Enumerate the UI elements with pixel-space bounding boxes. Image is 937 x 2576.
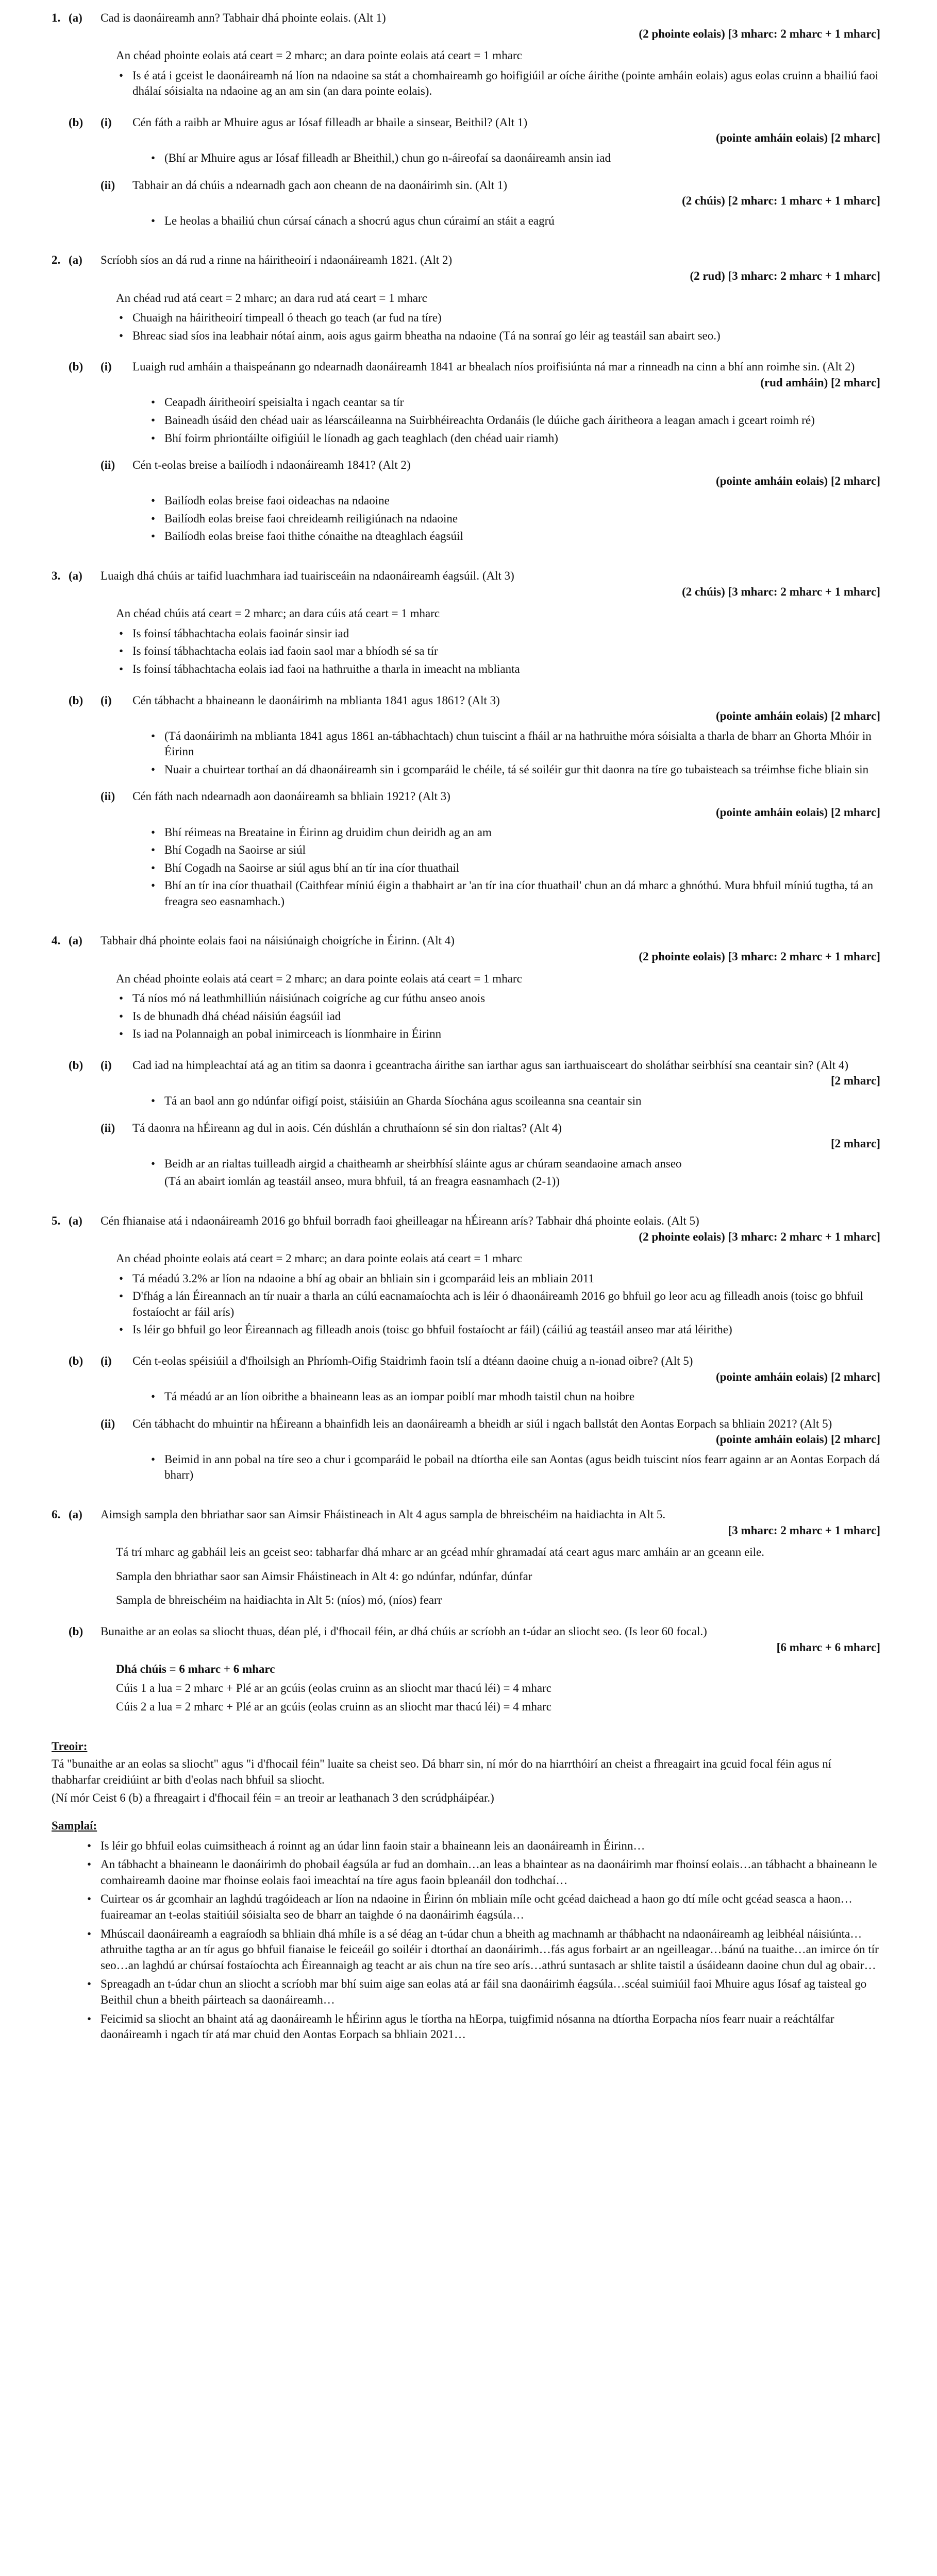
marking-scheme-note: An chéad phointe eolais atá ceart = 2 mharc; an dara pointe eolais atá ceart = 1 mharc xyxy=(116,49,522,62)
answer-item: • Bailíodh eolas breise faoi chreideamh reiligiúnach na ndaoine xyxy=(164,511,880,527)
marks-allocation: [6 mharc + 6 mharc] xyxy=(776,1640,880,1654)
question-number: 1. xyxy=(52,11,61,24)
guidance-heading: Treoir: xyxy=(52,1739,88,1753)
marks-allocation: (pointe amháin eolais) [2 mharc] xyxy=(715,474,880,487)
subpart-label: (i) xyxy=(101,115,112,129)
example-item: • Cuirtear os ár gcomhair an laghdú tragóideach ar líon na ndaoine in Éirinn ón mbliain míle ocht gcéad daichead a haon go dtí míle ocht gcéad seasca a haon…fuaireamar an t-eolas staitiúil sóisialta seo de bharr an taighde ó na daonáirimh éagsúla… xyxy=(101,1891,880,1923)
answer-item: • Bailíodh eolas breise faoi thithe cónaithe na dteaghlach éagsúil xyxy=(164,529,880,545)
question-stem: Tabhair an dá chúis a ndearnadh gach aon cheann de na daonáirimh sin. (Alt 1) xyxy=(132,178,508,192)
marks-allocation: (pointe amháin eolais) [2 mharc] xyxy=(715,1370,880,1383)
question-2 xyxy=(52,252,880,545)
question-stem: Tabhair dhá phointe eolais faoi na náisiúnaigh choigríche in Éirinn. (Alt 4) xyxy=(101,934,455,947)
question-stem: Aimsigh sampla den bhriathar saor san Aimsir Fháistineach in Alt 4 agus sampla de bhreischéim na haidiachta in Alt 5. xyxy=(101,1508,666,1521)
answer-item: • Tá níos mó ná leathmhilliún náisiúnach coigríche ag cur fúthu anseo anois xyxy=(132,991,880,1007)
answer-list xyxy=(132,493,880,545)
question-stem: Scríobh síos an dá rud a rinne na háiritheoirí i ndaonáireamh 1821. (Alt 2) xyxy=(101,253,453,267)
part-label: (b) xyxy=(69,115,83,129)
answer-list xyxy=(132,1093,880,1109)
question-5 xyxy=(52,1213,880,1483)
part-b xyxy=(69,1624,880,1715)
answer-item: • Is foinsí tábhachtacha eolais faoinár sinsir iad xyxy=(132,626,880,642)
subpart-label: (ii) xyxy=(101,459,115,472)
marking-scheme-note: An chéad phointe eolais atá ceart = 2 mharc; an dara pointe eolais atá ceart = 1 mharc xyxy=(116,1252,522,1265)
marks-allocation: (2 rud) [3 mharc: 2 mharc + 1 mharc] xyxy=(690,269,880,282)
marks-allocation: (pointe amháin eolais) [2 mharc] xyxy=(715,709,880,723)
question-number: 6. xyxy=(52,1508,61,1521)
examples-heading: Samplaí: xyxy=(52,1819,97,1833)
subpart-ii xyxy=(101,178,880,229)
answer-list xyxy=(132,395,880,446)
answer-item: • Bhreac siad síos ina leabhair nótaí ainm, aois agus gairm bheatha na ndaoine (Tá na sonraí go léir ag teastáil san abairt seo.) xyxy=(132,328,880,344)
answer-list xyxy=(132,213,880,229)
marking-scheme-note: An chéad rud atá ceart = 2 mharc; an dara rud atá ceart = 1 mharc xyxy=(116,291,427,304)
answer-item: • Is foinsí tábhachtacha eolais iad faoin saol mar a bhíodh sé sa tír xyxy=(132,643,880,659)
question-stem: Bunaithe ar an eolas sa sliocht thuas, déan plé, i d'fhocail féin, ar dhá chúis ar scríobh an t-údar an sliocht seo. (Is leor 60 focal.) xyxy=(101,1624,707,1638)
answer-item: • Tá méadú ar an líon oibrithe a bhaineann leas as an iompar poiblí mar mhodh taistil chun na hoibre xyxy=(164,1389,880,1405)
answer-list xyxy=(101,68,880,99)
question-stem: Cén fhianaise atá i ndaonáireamh 2016 go bhfuil borradh faoi gheilleagar na hÉireann arís? Tabhair dhá phointe eolais. (Alt 5) xyxy=(101,1214,699,1227)
subpart-label: (i) xyxy=(101,360,112,374)
answer-item: • Bhí an tír ina cíor thuathail (Caithfear míniú éigin a thabhairt ar 'an tír ina cíor thuathail' chun an dá mharc a ghnóthú. Mura bhfuil míniú tugtha, tá an freagra seo easnamhach.) xyxy=(164,878,880,909)
answer-item: • Bhí réimeas na Breataine in Éirinn ag druidim chun deiridh ag an am xyxy=(164,825,880,841)
examples-list xyxy=(52,1838,880,2043)
answer-item: • Is é atá i gceist le daonáireamh ná líon na ndaoine sa stát a chomhaireamh go hoifigiúil ar oíche áirithe (pointe amháin eolais) agus eolas cruinn a bhailiú faoi dhálaí sóisialta na ndaoine ag an am sin (an dara pointe eolais). xyxy=(132,68,880,99)
answer-list xyxy=(132,1389,880,1405)
subpart-i xyxy=(101,115,880,166)
answer-item: • Le heolas a bhailiú chun cúrsaí cánach a shocrú agus chun cúraimí an stáit a eagrú xyxy=(164,213,880,229)
answer-item: • Bhí foirm phriontáilte oifigiúil le líonadh ag gach teaghlach (den chéad uair riamh) xyxy=(164,431,880,447)
part-label: (b) xyxy=(69,1058,83,1072)
question-stem: Cad iad na himpleachtaí atá ag an titim sa daonra i gceantracha áirithe san iarthar agus san iarthuaisceart do sholáthar seirbhísí sna ceantair sin? (Alt 4) xyxy=(132,1058,849,1072)
question-stem: Cad is daonáireamh ann? Tabhair dhá phointe eolais. (Alt 1) xyxy=(101,11,386,24)
example-item: • Is léir go bhfuil eolas cuimsitheach á roinnt ag an údar linn faoin stair a bhaineann leis an daonáireamh in Éirinn… xyxy=(101,1838,880,1854)
part-label: (a) xyxy=(69,934,82,947)
marks-allocation: (2 phointe eolais) [3 mharc: 2 mharc + 1 mharc] xyxy=(639,950,880,963)
part-label: (b) xyxy=(69,360,83,374)
question-stem: Cén fáth a raibh ar Mhuire agus ar Iósaf filleadh ar bhaile a sinsear, Beithil? (Alt 1) xyxy=(132,115,528,129)
marks-allocation: (2 phointe eolais) [3 mharc: 2 mharc + 1 mharc] xyxy=(639,27,880,40)
answer-list xyxy=(132,728,880,778)
guidance-section xyxy=(52,1739,880,1806)
question-number: 5. xyxy=(52,1214,61,1227)
answer-item: • Is foinsí tábhachtacha eolais iad faoi na hathruithe a tharla in imeacht na mblianta xyxy=(132,662,880,677)
question-stem: Cén fáth nach ndearnadh aon daonáireamh sa bhliain 1921? (Alt 3) xyxy=(132,790,450,803)
example-item: • Mhúscail daonáireamh a eagraíodh sa bhliain dhá mhíle is a sé déag an t-údar chun a bheith ag machnamh ar thábhacht na ndaonáireamh ag leibhéal náisiúnta…athruithe tagtha ar an tír agus go bhfuil fianaise le feiceáil go soiléir i dtorthaí an daonáirimh…fás agus forbairt ar an ngeilleagar…bánú na tuaithe…an imirce ón tír seo…an laghdú ar chúrsaí fostaíochta ach Éireannaigh ag teacht ar ais chun na tíre seo arís…athrú suntasach ar shlite taistil a úsáideann daoine chun dul ag obair… xyxy=(101,1926,880,1974)
part-b xyxy=(69,693,880,910)
part-label: (a) xyxy=(69,11,82,24)
question-6 xyxy=(52,1507,880,1715)
answer-item: • Tá méadú 3.2% ar líon na ndaoine a bhí ag obair an bhliain sin i gcomparáid leis an mbliain 2011 xyxy=(132,1271,880,1287)
part-a xyxy=(69,1213,880,1338)
answer-item: • Tá an baol ann go ndúnfar oifigí poist, stáisiúin an Gharda Síochána agus scoileanna sna ceantair sin xyxy=(164,1093,880,1109)
answer-item: • Bailíodh eolas breise faoi oideachas na ndaoine xyxy=(164,493,880,509)
answer-item: • D'fhág a lán Éireannach an tír nuair a tharla an cúlú eacnamaíochta ach is léir ó dhaonáireamh 2016 go bhfuil go leor acu ag filleadh anois (toisc go bhfuil fostaíocht ar fáil arís) xyxy=(132,1289,880,1320)
subpart-label: (ii) xyxy=(101,790,115,803)
marks-allocation: (pointe amháin eolais) [2 mharc] xyxy=(715,1433,880,1446)
question-stem: Cén tábhacht a bhaineann le daonáirimh na mblianta 1841 agus 1861? (Alt 3) xyxy=(132,693,500,707)
reason-marking: Cúis 2 a lua = 2 mharc + Plé ar an gcúis (eolas cruinn as an sliocht mar thacú léi) = 4 mharc xyxy=(116,1700,551,1714)
answer-list xyxy=(132,1452,880,1483)
subpart-label: (ii) xyxy=(101,1121,115,1134)
marks-allocation: [3 mharc: 2 mharc + 1 mharc] xyxy=(728,1523,880,1537)
subpart-label: (i) xyxy=(101,693,112,707)
marks-allocation: (2 chúis) [2 mharc: 1 mharc + 1 mharc] xyxy=(682,194,880,208)
answer-list xyxy=(101,1271,880,1338)
question-stem: Cén t-eolas breise a bailíodh i ndaonáireamh 1841? (Alt 2) xyxy=(132,459,411,472)
part-a xyxy=(69,252,880,344)
examples-section xyxy=(52,1818,880,2043)
question-3 xyxy=(52,568,880,909)
question-stem: Tá daonra na hÉireann ag dul in aois. Cén dúshlán a chruthaíonn sé sin don rialtas? (Alt 4) xyxy=(132,1121,562,1134)
answer-item: • Bhí Cogadh na Saoirse ar siúl agus bhí an tír ina cíor thuathail xyxy=(164,860,880,876)
subpart-i xyxy=(101,1353,880,1405)
subpart-label: (ii) xyxy=(101,1417,115,1430)
marks-allocation: (2 chúis) [3 mharc: 2 mharc + 1 mharc] xyxy=(682,585,880,598)
part-a xyxy=(69,933,880,1042)
marks-allocation: [2 mharc] xyxy=(830,1137,880,1150)
answer-item: • Baineadh úsáid den chéad uair as léarscáileanna na Suirbhéireachta Ordanáis (le dúiche gach áiritheora a leagan amach i gceart roimh ré) xyxy=(164,413,880,429)
answer-item: • Beidh ar an rialtas tuilleadh airgid a chaitheamh ar sheirbhísí sláinte agus ar chúram seandaoine amach anseo xyxy=(164,1156,880,1172)
answer-item: • Is léir go bhfuil go leor Éireannach ag filleadh anois (toisc go bhfuil fostaíocht ar fáil) (cáiliú ag teastáil anseo mar atá léirithe) xyxy=(132,1322,880,1338)
part-b xyxy=(69,1058,880,1190)
answer-list xyxy=(101,310,880,344)
part-a xyxy=(69,1507,880,1608)
subpart-label: (i) xyxy=(101,1058,112,1072)
part-label: (b) xyxy=(69,1624,83,1638)
marking-scheme-note: An chéad chúis atá ceart = 2 mharc; an dara cúis atá ceart = 1 mharc xyxy=(116,607,440,620)
part-b xyxy=(69,1353,880,1483)
question-stem: Cén t-eolas spéisiúil a d'fhoilsigh an Phríomh-Oifig Staidrimh faoin tslí a dtéann daoine chuig a n-ionad oibre? (Alt 5) xyxy=(132,1354,693,1367)
part-b xyxy=(69,359,880,545)
answer-item: • Nuair a chuirtear torthaí an dá dhaonáireamh sin i gcomparáid le chéile, tá sé soiléir gur thit daonra na tíre go tubaisteach sa tréimhse fiche bliain sin xyxy=(164,762,880,778)
answer-list xyxy=(132,150,880,166)
question-stem: Luaigh rud amháin a thaispeánann go ndearnadh daonáireamh 1841 ar bhealach níos proifisiúnta ná mar a rinneadh na cinn a bhí ann roimhe sin. (Alt 2) xyxy=(132,360,855,374)
part-b xyxy=(69,115,880,229)
question-stem: Luaigh dhá chúis ar taifid luachmhara iad tuairisceáin na ndaonáireamh éagsúil. (Alt 3) xyxy=(101,569,514,583)
part-label: (a) xyxy=(69,1508,82,1521)
answer-item: • Is iad na Polannaigh an pobal inimirceach is líonmhaire in Éirinn xyxy=(132,1026,880,1042)
subpart-i xyxy=(101,693,880,778)
question-number: 2. xyxy=(52,253,61,267)
answer-item: • (Tá daonáirimh na mblianta 1841 agus 1861 an-tábhachtach) chun tuiscint a fháil ar na hathruithe móra sóisialta a tharla de bharr an Ghorta Mhóir in Éirinn xyxy=(164,728,880,760)
question-1 xyxy=(52,10,880,229)
subpart-i xyxy=(101,359,880,446)
part-label: (b) xyxy=(69,693,83,707)
subpart-ii xyxy=(101,789,880,909)
question-4 xyxy=(52,933,880,1190)
example-item: • Spreagadh an t-údar chun an sliocht a scríobh mar bhí suim aige san eolas atá ar fáil sna daonáirimh éagsúla…scéal suimiúil faoi Mhuire agus Iósaf ag taisteal go Beithil chun a bheith páirteach sa daonáireamh… xyxy=(101,1976,880,2008)
part-label: (a) xyxy=(69,253,82,267)
answer-item: • Beimid in ann pobal na tíre seo a chur i gcomparáid le pobail na dtíortha eile san Aontas (agus beidh tuiscint níos fearr againn ar an Aontas Eorpach dá bharr) xyxy=(164,1452,880,1483)
subpart-label: (ii) xyxy=(101,178,115,192)
marks-allocation: (pointe amháin eolais) [2 mharc] xyxy=(715,131,880,145)
reason-marking: Cúis 1 a lua = 2 mharc + Plé ar an gcúis (eolas cruinn as an sliocht mar thacú léi) = 4 mharc xyxy=(116,1681,551,1694)
question-number: 4. xyxy=(52,934,61,947)
marking-scheme-note: Tá trí mharc ag gabháil leis an gceist seo: tabharfar dhá mharc ar an gcéad mhír ghramadaí atá ceart agus marc amháin ar an gceann eile. xyxy=(116,1546,764,1559)
part-label: (a) xyxy=(69,569,82,583)
marks-allocation: (pointe amháin eolais) [2 mharc] xyxy=(715,805,880,819)
sample-answer: Sampla de bhreischéim na haidiachta in Alt 5: (níos) mó, (níos) fearr xyxy=(116,1594,442,1607)
marks-total: Dhá chúis = 6 mharc + 6 mharc xyxy=(116,1663,275,1676)
answer-list xyxy=(101,626,880,677)
marks-allocation: [2 mharc] xyxy=(830,1074,880,1088)
answer-item: • Is de bhunadh dhá chéad náisiún éagsúil iad xyxy=(132,1009,880,1025)
part-label: (b) xyxy=(69,1354,83,1367)
question-stem: Cén tábhacht do mhuintir na hÉireann a bhainfidh leis an daonáireamh a bheidh ar siúl i ngach ballstát den Aontas Eorpach sa bhliain 2021? (Alt 5) xyxy=(132,1417,832,1430)
answer-item: • Chuaigh na háiritheoirí timpeall ó theach go teach (ar fud na tíre) xyxy=(132,310,880,326)
example-item: • Feicimid sa sliocht an bhaint atá ag daonáireamh le hÉirinn agus le tíortha na hEorpa, tuigfimid nósanna na dtíortha Eorpacha níos fearr nuair a reáchtálfar daonáireamh i ngach tír atá mar chuid den Aontas Eorpach sa bhliain 2021… xyxy=(101,2011,880,2043)
marking-scheme-note: An chéad phointe eolais atá ceart = 2 mharc; an dara pointe eolais atá ceart = 1 mharc xyxy=(116,972,522,985)
subpart-i xyxy=(101,1058,880,1109)
subpart-ii xyxy=(101,1416,880,1483)
guidance-text: (Ní mór Ceist 6 (b) a fhreagairt i d'fhocail féin = an treoir ar leathanach 3 den scrúdpháipéar.) xyxy=(52,1791,494,1804)
marks-allocation: (rud amháin) [2 mharc] xyxy=(760,376,880,389)
answer-item: • Bhí Cogadh na Saoirse ar siúl xyxy=(164,842,880,858)
answer-list xyxy=(132,1156,880,1172)
answer-item: • Ceapadh áiritheoirí speisialta i ngach ceantar sa tír xyxy=(164,395,880,411)
guidance-text: Tá "bunaithe ar an eolas sa sliocht" agus "i d'fhocail féin" luaite sa cheist seo. Dá bharr sin, ní mór do na hiarrthóirí an cheist a fhreagairt ina gcuid focal féin agus ní thabharfar creidiúint ar bith d'eolas nach bhfuil sa sliocht. xyxy=(52,1757,832,1786)
subpart-ii xyxy=(101,1121,880,1190)
question-number: 3. xyxy=(52,569,61,583)
part-a xyxy=(69,568,880,677)
part-a xyxy=(69,10,880,99)
subpart-label: (i) xyxy=(101,1354,112,1367)
marking-note: (Tá an abairt iomlán ag teastáil anseo, mura bhfuil, tá an freagra easnamhach (2-1)) xyxy=(164,1175,560,1188)
answer-list xyxy=(101,991,880,1042)
subpart-ii xyxy=(101,457,880,545)
sample-answer: Sampla den bhriathar saor san Aimsir Fháistineach in Alt 4: go ndúnfar, ndúnfar, dúnfar xyxy=(116,1569,532,1583)
part-label: (a) xyxy=(69,1214,82,1227)
marks-allocation: (2 phointe eolais) [3 mharc: 2 mharc + 1 mharc] xyxy=(639,1230,880,1243)
example-item: • An tábhacht a bhaineann le daonáirimh do phobail éagsúla ar fud an domhain…an leas a bhaintear as na daonáirimh mar fhoinsí eolais…an tábhacht a bhaineann le comhaireamh daoine mar fhoinse eolais faoi imeachtaí na tíre agus faoin bpleanáil don todhchaí… xyxy=(101,1857,880,1888)
answer-list xyxy=(132,825,880,910)
answer-item: • (Bhí ar Mhuire agus ar Iósaf filleadh ar Bheithil,) chun go n-áireofaí sa daonáireamh ansin iad xyxy=(164,150,880,166)
